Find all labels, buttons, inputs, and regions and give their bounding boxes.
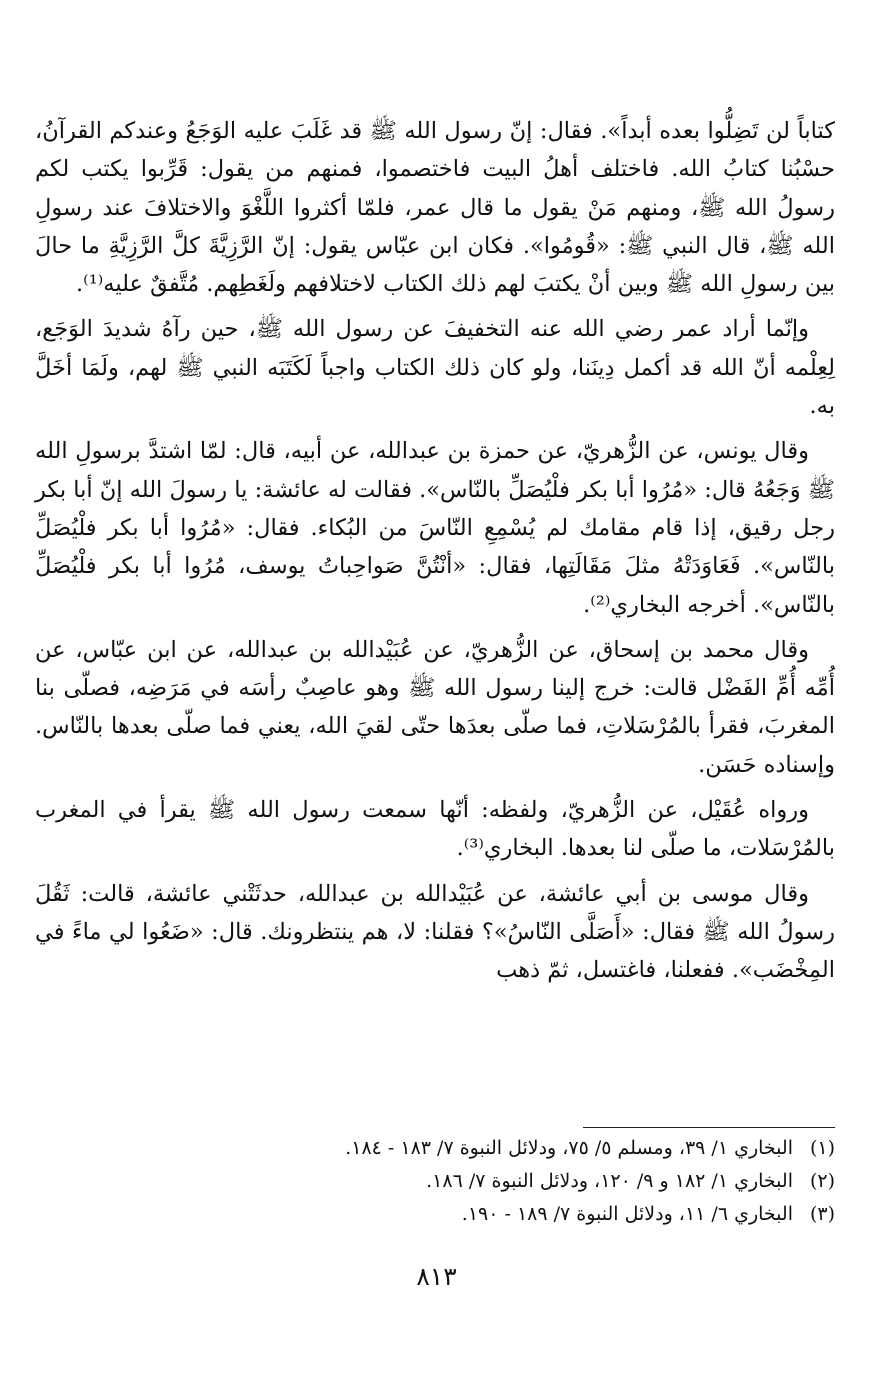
footnote-text: البخاري ١/ ٣٩، ومسلم ٥/ ٧٥، ودلائل النبوة ٧/ ١٨٣ - ١٨٤.	[345, 1137, 793, 1159]
paragraph-1: كتاباً لن تَضِلُّوا بعده أبداً». فقال: إنّ رسول الله ﷺ قد غَلَبَ عليه الوَجَعُ وعندكم القرآنُ، حسْبُنا كتابُ الله. فاختلف أهلُ البيت فاختصموا، فمنهم من يقول: قَرِّبوا يكتب لكم رسولُ الله ﷺ، ومنهم مَنْ يقول ما قال عمر، فلمّا أكثروا اللَّغْوَ والاختلافَ عند رسولِ الله ﷺ، قال النبي ﷺ: «قُومُوا». فكان ابن عبّاس يقول: إنّ الرَّزِيَّةَ كلَّ الرَّزِيَّةِ ما حالَ بين رسولِ الله ﷺ وبين أنْ يكتبَ لهم ذلك الكتاب لاختلافهم ولَغَطِهم. مُتَّفقٌ عليه⁽¹⁾.	[35, 118, 835, 298]
footnote-2	[35, 1165, 835, 1198]
footnote-divider	[583, 1127, 835, 1128]
paragraph-4: وقال محمد بن إسحاق، عن الزُّهريّ، عن عُبَيْدالله بن عبدالله، عن ابن عبّاس، عن أُمِّه أُمِّ الفَضْل قالت: خرج إلينا رسول الله ﷺ وهو عاصِبٌ رأسَه في مَرَضِه، فصلّى بنا المغربَ، فقرأ بالمُرْسَلاتِ، فما صلّى بعدَها حتّى لقيَ الله، يعني فما صلّى بعدها بالنّاس. وإسناده حَسَن.	[35, 636, 835, 778]
footnotes	[35, 1132, 835, 1231]
footnote-text: البخاري ٦/ ١١، ودلائل النبوة ٧/ ١٨٩ - ١٩٠.	[461, 1203, 793, 1225]
paragraph-2: وإنّما أراد عمر رضي الله عنه التخفيفَ عن رسول الله ﷺ، حين رآهُ شديدَ الوَجَع، لِعِلْمه أنّ الله قد أكمل دِينَنا، ولو كان ذلك الكتاب واجباً لَكَتَبَه النبي ﷺ لهم، ولَمَا أخَلَّ به.	[35, 316, 835, 420]
footnote-1	[35, 1132, 835, 1165]
footnote-number: (٢)	[809, 1170, 835, 1192]
page-number: ٨١٣	[416, 1262, 457, 1291]
footnote-number: (٣)	[809, 1203, 835, 1225]
paragraph-6: وقال موسى بن أبي عائشة، عن عُبَيْدالله بن عبدالله، حدثَتْني عائشة، قالت: ثَقُلَ رسولُ الله ﷺ فقال: «أَصَلَّى النّاسُ»؟ فقلنا: لا، هم ينتظرونك. قال: «ضَعُوا لي ماءً في المِخْضَب». ففعلنا، فاغتسل، ثمّ ذهب	[35, 880, 835, 984]
footnote-number: (١)	[809, 1137, 835, 1159]
footnote-text: البخاري ١/ ١٨٢ و ٩/ ١٢٠، ودلائل النبوة ٧/ ١٨٦.	[426, 1170, 793, 1192]
paragraph-5: ورواه عُقَيْل، عن الزُّهريّ، ولفظه: أنّها سمعت رسول الله ﷺ يقرأ في المغرب بالمُرْسَلات، ما صلّى لنا بعدها. البخاري⁽³⁾.	[35, 797, 835, 862]
main-text	[35, 112, 835, 997]
paragraph-3: وقال يونس، عن الزُّهريّ، عن حمزة بن عبدالله، عن أبيه، قال: لمّا اشتدَّ برسولِ الله ﷺ وَجَعُهُ قال: «مُرُوا أبا بكر فلْيُصَلِّ بالنّاس». فقالت له عائشة: يا رسولَ الله إنّ أبا بكر رجل رقيق، إذا قام مقامك لم يُسْمِعِ النّاسَ من البُكاء. فقال: «مُرُوا أبا بكر فلْيُصَلِّ بالنّاس». فَعَاوَدَتْهُ مثلَ مَقَالَتِها، فقال: «أنْتُنَّ صَواحِباتُ يوسف، مُرُوا أبا بكر فلْيُصَلِّ بالنّاس». أخرجه البخاري⁽²⁾.	[34, 438, 835, 618]
footnote-3	[35, 1198, 835, 1231]
